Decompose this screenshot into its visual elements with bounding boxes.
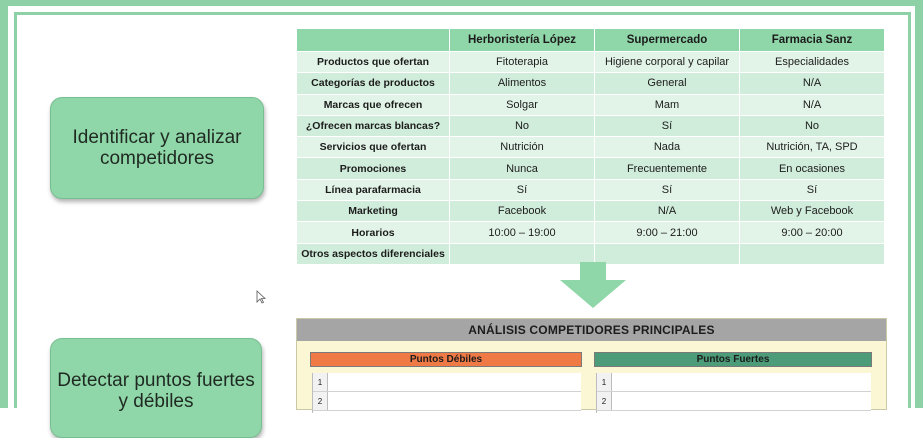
table-cell — [740, 243, 885, 264]
list-item[interactable] — [313, 373, 581, 392]
row-label: Marketing — [297, 201, 450, 222]
table-cell: No — [740, 115, 885, 136]
table-row — [297, 115, 885, 136]
analysis-title: ANÁLISIS COMPETIDORES PRINCIPALES — [297, 319, 886, 341]
strong-points-header: Puntos Fuertes — [594, 352, 872, 367]
table-cell: Higiene corporal y capilar — [595, 52, 740, 73]
table-cell: Sí — [450, 179, 595, 200]
table-cell: 9:00 – 21:00 — [595, 222, 740, 243]
table-cell: 10:00 – 19:00 — [450, 222, 595, 243]
table-cell: En ocasiones — [740, 158, 885, 179]
table-row — [297, 52, 885, 73]
table-cell: Mam — [595, 94, 740, 115]
table-row — [297, 179, 885, 200]
step-identify-competitors — [50, 97, 264, 199]
competitors-table — [296, 28, 885, 265]
table-cell: N/A — [740, 94, 885, 115]
row-label: Línea parafarmacia — [297, 179, 450, 200]
row-label: Promociones — [297, 158, 450, 179]
table-cell: Solgar — [450, 94, 595, 115]
row-label: Horarios — [297, 222, 450, 243]
down-arrow-icon — [558, 262, 628, 308]
row-label: Productos que ofertan — [297, 52, 450, 73]
table-cell: Alimentos — [450, 73, 595, 94]
row-label: Categorías de productos — [297, 73, 450, 94]
table-corner-cell — [297, 29, 450, 52]
table-row — [297, 73, 885, 94]
list-item[interactable] — [313, 392, 581, 411]
line-number: 1 — [597, 373, 612, 391]
table-cell: General — [595, 73, 740, 94]
table-cell: Sí — [595, 115, 740, 136]
weak-points-header: Puntos Débiles — [310, 352, 582, 367]
table-cell: Sí — [595, 179, 740, 200]
table-header-row — [297, 29, 885, 52]
weak-points-list — [312, 373, 581, 413]
analysis-panel — [296, 318, 887, 410]
strong-points-list — [596, 373, 871, 413]
step-detect-label: Detectar puntos fuertes y débiles — [57, 370, 255, 412]
table-cell: Nutrición — [450, 137, 595, 158]
table-cell: Nutrición, TA, SPD — [740, 137, 885, 158]
row-label: Otros aspectos diferenciales — [297, 243, 450, 264]
table-cell: Fitoterapia — [450, 52, 595, 73]
line-number: 2 — [597, 392, 612, 410]
table-cell: Nunca — [450, 158, 595, 179]
line-number: 1 — [313, 373, 328, 391]
table-row — [297, 158, 885, 179]
row-label: Marcas que ofrecen — [297, 94, 450, 115]
table-row — [297, 222, 885, 243]
table-cell: Sí — [740, 179, 885, 200]
header-farmacia: Farmacia Sanz — [740, 29, 885, 52]
list-item[interactable] — [597, 373, 871, 392]
table-cell: Especialidades — [740, 52, 885, 73]
list-item[interactable] — [597, 392, 871, 411]
table-row — [297, 137, 885, 158]
table-cell: No — [450, 115, 595, 136]
table-cell: Nada — [595, 137, 740, 158]
table-cell: Frecuentemente — [595, 158, 740, 179]
row-label: ¿Ofrecen marcas blancas? — [297, 115, 450, 136]
table-cell: Facebook — [450, 201, 595, 222]
table-cell: N/A — [595, 201, 740, 222]
table-cell: 9:00 – 20:00 — [740, 222, 885, 243]
row-label: Servicios que ofertan — [297, 137, 450, 158]
table-row — [297, 201, 885, 222]
table-row — [297, 94, 885, 115]
mouse-cursor-icon — [256, 290, 266, 304]
line-number: 2 — [313, 392, 328, 410]
step-identify-label: Identificar y analizar competidores — [72, 127, 242, 169]
header-herboristeria: Herboristería López — [450, 29, 595, 52]
table-cell: Web y Facebook — [740, 201, 885, 222]
table-cell: N/A — [740, 73, 885, 94]
header-supermercado: Supermercado — [595, 29, 740, 52]
step-detect-strengths-weaknesses — [50, 338, 262, 438]
